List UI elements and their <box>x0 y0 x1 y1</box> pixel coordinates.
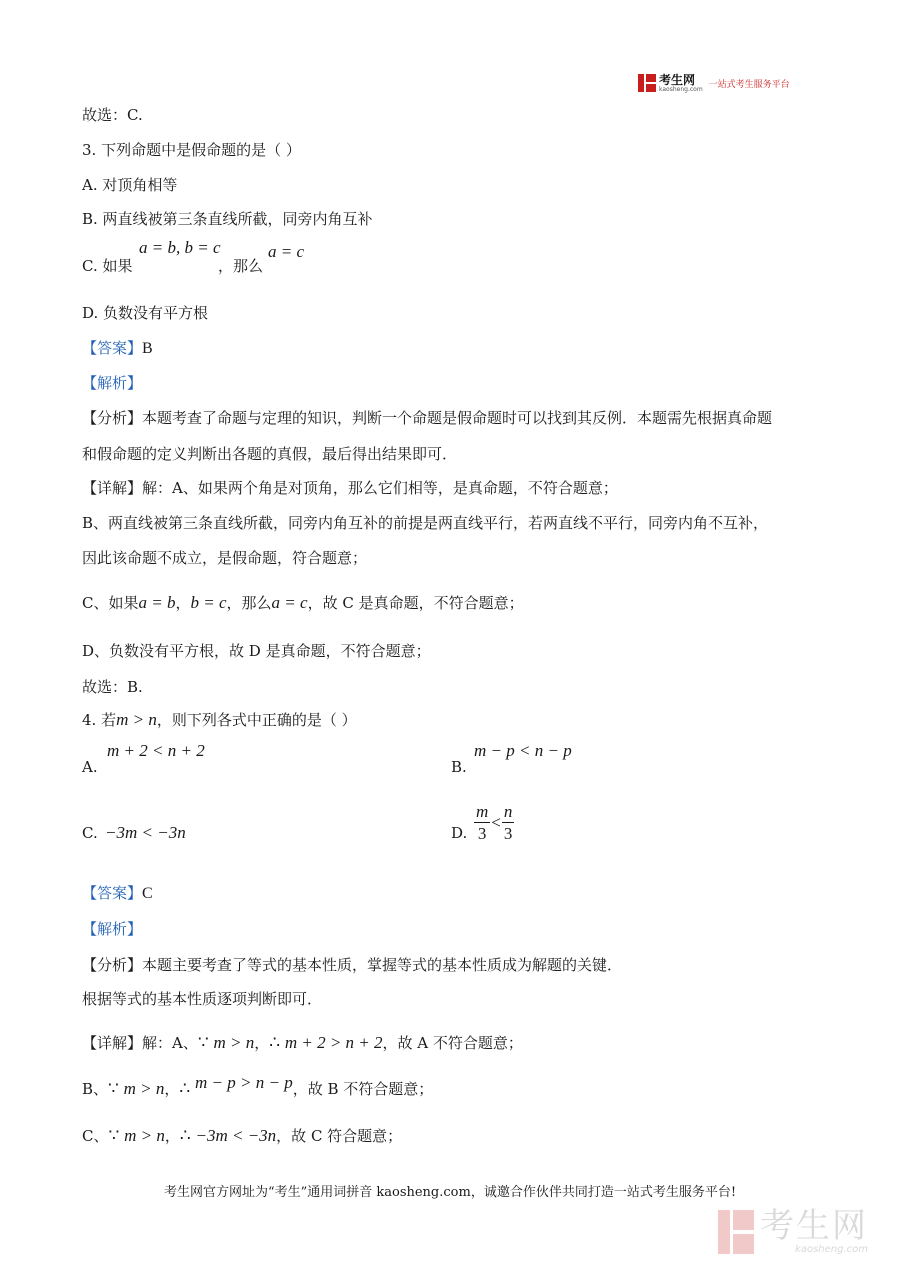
q3-detail-c <box>82 592 524 613</box>
q4-stem-prefix: 4. 若 <box>82 711 117 729</box>
q4-option-c-label: C. <box>82 824 98 842</box>
q3-fenxi-line1: 【分析】本题考查了命题与定理的知识，判断一个命题是假命题时可以找到其反例．本题需先根据真命题 <box>82 409 773 427</box>
q3-detail-b-line2: 因此该命题不成立，是假命题，符合题意； <box>82 549 368 567</box>
q4-detail-c-math1: m > n <box>124 1126 165 1145</box>
q4-detail-a-prefix: 【详解】解：A、 <box>82 1034 198 1052</box>
q4-detail-c-prefix: C、 <box>82 1127 109 1145</box>
q4-stem-post: ，则下列各式中正确的是（ ） <box>156 711 357 729</box>
q4-answer-value: C <box>142 885 153 902</box>
q4-option-c-math: −3m < −3n <box>105 823 186 842</box>
q3-answer <box>82 337 153 358</box>
q4-detail-a-math1: m > n <box>213 1033 255 1052</box>
q3-stem: 3. 下列命题中是假命题的是（ ） <box>82 141 301 159</box>
q4-detail-c <box>82 1125 402 1146</box>
watermark-logo <box>718 1208 868 1256</box>
q3-detail-c-prefix: C、如果 <box>82 594 139 612</box>
q3-option-a: A. 对顶角相等 <box>82 176 178 194</box>
q4-option-b-label: B. <box>451 758 467 776</box>
q4-fenxi2: 根据等式的基本性质逐项判断即可． <box>82 990 323 1008</box>
watermark-domain: kaosheng.com <box>795 1244 868 1255</box>
because-symbol: ∵ <box>197 1033 209 1052</box>
q4-detail-a-math2: m + 2 > n + 2 <box>284 1033 383 1052</box>
site-logo <box>638 72 790 94</box>
q4-fenxi: 【分析】本题主要考查了等式的基本性质，掌握等式的基本性质成为解题的关键． <box>82 956 623 974</box>
q3-detail-c-post: ，故 C 是真命题，不符合题意； <box>307 594 524 612</box>
q4-stem-math: m > n <box>116 710 157 729</box>
q4-comma: ， <box>164 1127 180 1145</box>
q4-option-d-label: D. <box>451 824 468 842</box>
logo-domain: kaosheng.com <box>659 85 703 93</box>
q3-detail-c-mid: ，那么 <box>226 594 272 612</box>
q3-option-c-prefix: C. 如果 <box>82 257 133 275</box>
footer-text: 考生网官方网址为“考生”通用词拼音 kaosheng.com，诚邀合作伙伴共同打造一站式考生服务平台! <box>163 1185 737 1200</box>
q4-detail-a <box>82 1032 523 1053</box>
q4-detail-a-post: ，故 A 不符合题意； <box>382 1034 523 1052</box>
q4-detail-b <box>82 1073 434 1099</box>
q4-option-d-num1: m <box>476 802 489 821</box>
q4-comma: ， <box>254 1034 270 1052</box>
q4-option-d-den1: 3 <box>477 824 487 843</box>
q3-option-c-then: ，那么 <box>218 257 264 275</box>
q3-detail-a: 【详解】解：A、如果两个角是对顶角，那么它们相等，是真命题，不符合题意； <box>82 479 618 497</box>
q3-detail-b-line1: B、两直线被第三条直线所截，同旁内角互补的前提是两直线平行，若两直线不平行，同旁内角不互补， <box>82 514 769 532</box>
q3-option-c-condition: a = b, b = c <box>139 238 221 257</box>
logo-icon <box>638 74 656 92</box>
q4-detail-b-post: ，故 B 不符合题意； <box>292 1080 434 1098</box>
q4-detail-b-prefix: B、 <box>82 1080 109 1098</box>
q3-analysis-tag: 【解析】 <box>82 374 143 392</box>
q4-stem <box>82 709 357 730</box>
q4-detail-b-math1: m > n <box>123 1079 165 1098</box>
q3-fenxi-line2: 和假命题的定义判断出各题的真假，最后得出结果即可． <box>82 445 458 463</box>
q4-detail-b-math2: m − p > n − p <box>195 1073 293 1092</box>
because-symbol: ∵ <box>108 1126 120 1145</box>
q3-option-b: B. 两直线被第三条直线所截，同旁内角互补 <box>82 210 373 228</box>
q4-option-d-math <box>474 803 514 842</box>
logo-name: 考生网 <box>659 72 696 87</box>
q4-detail-c-post: ，故 C 符合题意； <box>276 1127 403 1145</box>
watermark-name: 考生网 <box>760 1206 868 1246</box>
q3-detail-d: D、负数没有平方根，故 D 是真命题，不符合题意； <box>82 642 431 660</box>
q3-choice: 故选：B. <box>82 678 143 696</box>
q3-detail-c-math3: a = c <box>271 593 308 612</box>
q3-option-c-result: a = c <box>268 242 305 261</box>
watermark-icon <box>718 1210 754 1254</box>
q3-detail-c-math1: a = b <box>138 593 176 612</box>
answer-tag: 【答案】 <box>82 884 143 902</box>
q3-detail-c-sep: ， <box>175 594 191 612</box>
answer-tag: 【答案】 <box>82 339 143 357</box>
q4-option-a-math: m + 2 < n + 2 <box>107 741 205 760</box>
therefore-symbol: ∴ <box>269 1033 281 1052</box>
q4-option-d-den2: 3 <box>503 824 513 843</box>
q4-answer <box>82 882 153 903</box>
logo-slogan: 一站式考生服务平台 <box>708 79 790 90</box>
therefore-symbol: ∴ <box>179 1126 191 1145</box>
because-symbol: ∵ <box>108 1079 119 1098</box>
q4-comma: ， <box>164 1080 180 1098</box>
q4-analysis-tag: 【解析】 <box>82 920 143 938</box>
q3-option-d: D. 负数没有平方根 <box>82 304 209 322</box>
q4-option-d-num2: n <box>503 802 513 821</box>
q3-detail-c-math2: b = c <box>190 593 227 612</box>
prev-choice: 故选：C. <box>82 106 143 124</box>
q4-option-b-math: m − p < n − p <box>474 741 572 760</box>
q3-answer-value: B <box>142 340 153 357</box>
q4-option-a-label: A. <box>82 758 98 776</box>
q4-option-d-op: < <box>491 812 501 832</box>
q4-detail-c-math2: −3m < −3n <box>195 1126 277 1145</box>
therefore-symbol: ∴ <box>179 1079 191 1098</box>
